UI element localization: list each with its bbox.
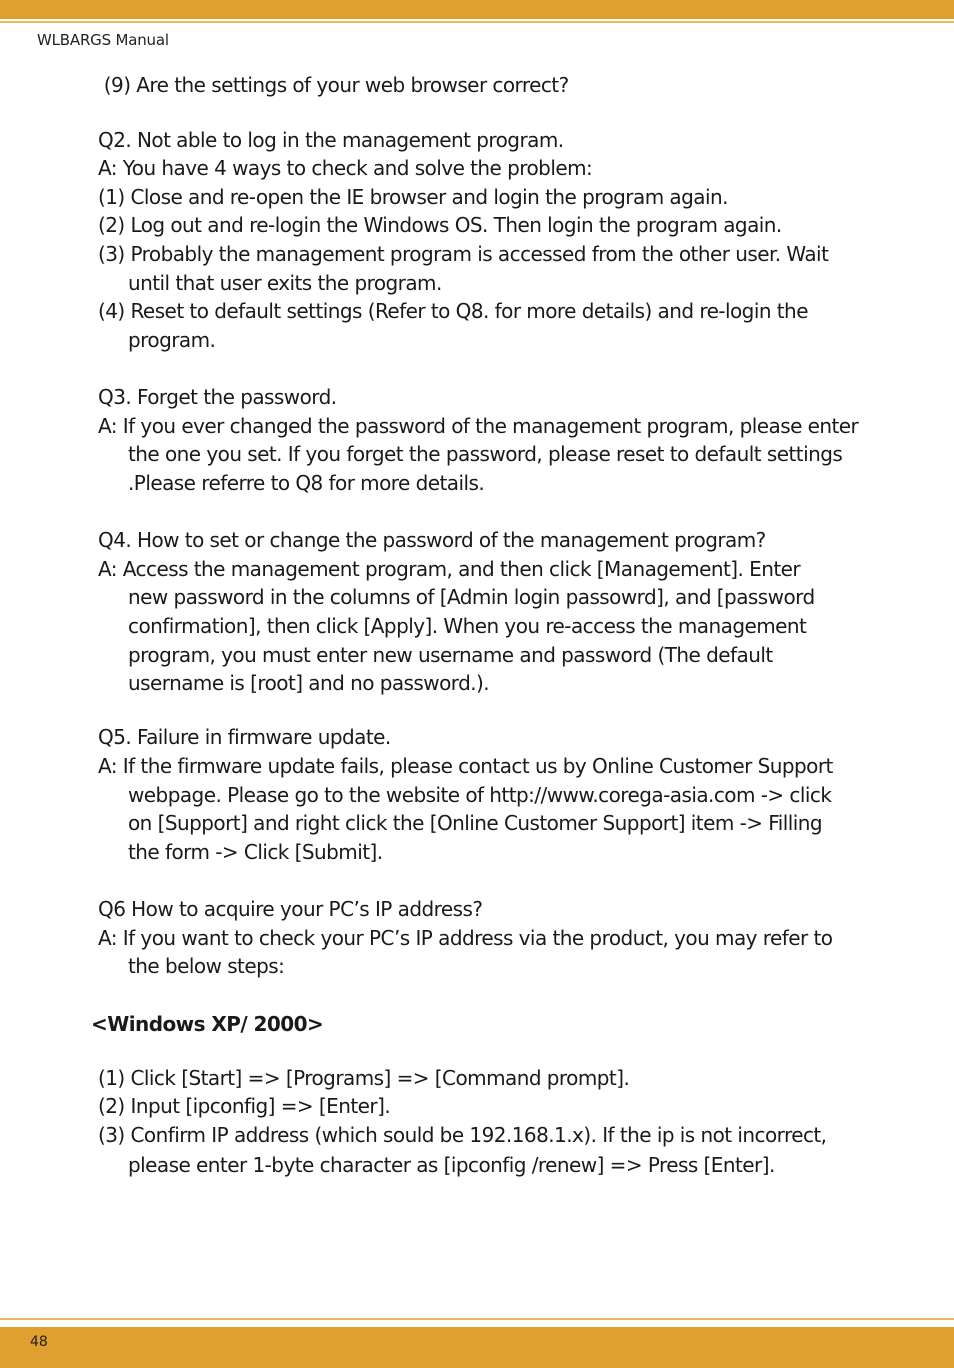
answer-line-continued: program, you must enter new username and password (The default (128, 643, 773, 667)
text-line: (9) Are the settings of your web browser correct? (98, 73, 569, 97)
step-line: (1) Click [Start] => [Programs] => [Command prompt]. (98, 1066, 630, 1090)
step-line-continued: until that user exits the program. (128, 271, 442, 295)
answer-line-continued: webpage. Please go to the website of http://www.corega-asia.com -> click (128, 783, 832, 807)
answer-line: A: If you want to check your PC’s IP address via the product, you may refer to (98, 926, 833, 950)
answer-line-continued: the one you set. If you forget the password, please reset to default settings (128, 442, 843, 466)
header-rule (0, 21, 954, 23)
step-line: (2) Input [ipconfig] => [Enter]. (98, 1094, 391, 1118)
question-heading: Q6 How to acquire your PC’s IP address? (98, 897, 483, 921)
step-line: (2) Log out and re-login the Windows OS. Then login the program again. (98, 213, 782, 237)
section-heading: <Windows XP/ 2000> (91, 1012, 324, 1036)
answer-line-continued: on [Support] and right click the [Online Customer Support] item -> Filling (128, 811, 823, 835)
step-line: (1) Close and re-open the IE browser and login the program again. (98, 185, 728, 209)
answer-line-continued: the form -> Click [Submit]. (128, 840, 383, 864)
step-line: (4) Reset to default settings (Refer to Q8. for more details) and re-login the (98, 299, 808, 323)
footer-band (0, 1327, 954, 1368)
page-number: 48 (30, 1334, 48, 1350)
question-heading: Q2. Not able to log in the management program. (98, 128, 564, 152)
step-line-continued: please enter 1-byte character as [ipconfig /renew] => Press [Enter]. (128, 1153, 775, 1177)
step-line: (3) Confirm IP address (which sould be 192.168.1.x). If the ip is not incorrect, (98, 1123, 827, 1147)
answer-line: A: You have 4 ways to check and solve the problem: (98, 156, 593, 180)
answer-line: A: If you ever changed the password of the management program, please enter (98, 414, 859, 438)
manual-title: WLBARGS Manual (37, 31, 169, 49)
question-heading: Q4. How to set or change the password of the management program? (98, 528, 766, 552)
answer-line-continued: username is [root] and no password.). (128, 671, 490, 695)
question-heading: Q5. Failure in firmware update. (98, 725, 391, 749)
footer-rule (0, 1318, 954, 1320)
question-heading: Q3. Forget the password. (98, 385, 337, 409)
answer-line-continued: confirmation], then click [Apply]. When you re-access the management (128, 614, 807, 638)
step-line: (3) Probably the management program is accessed from the other user. Wait (98, 242, 829, 266)
answer-line: A: If the firmware update fails, please contact us by Online Customer Support (98, 754, 833, 778)
answer-line: A: Access the management program, and then click [Management]. Enter (98, 557, 801, 581)
step-line-continued: program. (128, 328, 216, 352)
answer-line-continued: .Please referre to Q8 for more details. (128, 471, 485, 495)
answer-line-continued: new password in the columns of [Admin login passowrd], and [password (128, 585, 815, 609)
header-band (0, 0, 954, 19)
answer-line-continued: the below steps: (128, 954, 285, 978)
